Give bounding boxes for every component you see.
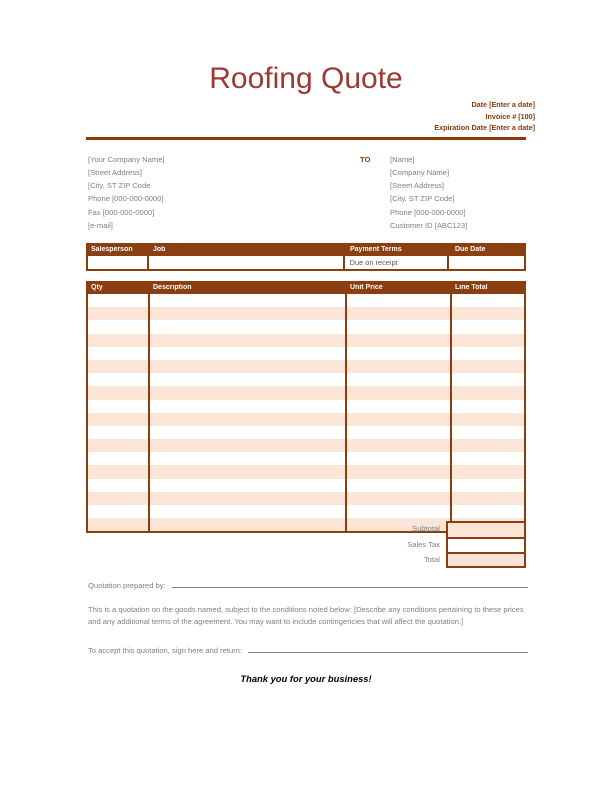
totals-label: Subtotal bbox=[412, 524, 440, 534]
item-cell-description[interactable] bbox=[150, 479, 347, 492]
table-row bbox=[88, 465, 524, 478]
item-cell-qty[interactable] bbox=[88, 347, 150, 360]
item-cell-description[interactable] bbox=[150, 373, 347, 386]
item-cell-line-total[interactable] bbox=[452, 439, 524, 452]
items-header-description: Description bbox=[153, 284, 192, 291]
recipient-address-line[interactable]: [Street Address] bbox=[390, 181, 445, 191]
quotation-accept-line bbox=[88, 646, 528, 655]
recipient-address-block bbox=[360, 153, 560, 232]
item-cell-line-total[interactable] bbox=[452, 386, 524, 399]
meta-invoice-value[interactable]: [100] bbox=[518, 111, 535, 121]
totals-row bbox=[330, 552, 526, 568]
item-cell-unit-price[interactable] bbox=[347, 465, 452, 478]
item-cell-unit-price[interactable] bbox=[347, 347, 452, 360]
table-row bbox=[88, 426, 524, 439]
sender-address-line[interactable]: [City, ST ZIP Code bbox=[88, 181, 151, 191]
table-row bbox=[88, 347, 524, 360]
recipient-address-line[interactable]: [Company Name] bbox=[390, 168, 450, 178]
meta-date-label: Date bbox=[471, 100, 488, 109]
sender-address-line[interactable]: [e-mail] bbox=[88, 220, 113, 230]
recipient-address-line[interactable]: [City, ST ZIP Code] bbox=[390, 194, 455, 204]
item-cell-qty[interactable] bbox=[88, 400, 150, 413]
table-row bbox=[88, 452, 524, 465]
item-cell-description[interactable] bbox=[150, 518, 347, 531]
item-cell-qty[interactable] bbox=[88, 518, 150, 531]
meta-date-value[interactable]: [Enter a date] bbox=[489, 100, 535, 109]
item-cell-description[interactable] bbox=[150, 452, 347, 465]
items-header-qty: Qty bbox=[91, 284, 103, 291]
page-title: Roofing Quote bbox=[209, 62, 403, 95]
recipient-to-label: TO bbox=[360, 155, 371, 164]
quote-meta-block bbox=[295, 99, 535, 134]
items-header-line-total: Line Total bbox=[455, 284, 488, 291]
item-cell-unit-price[interactable] bbox=[347, 386, 452, 399]
meta-invoice-line bbox=[295, 111, 535, 123]
item-cell-line-total[interactable] bbox=[452, 426, 524, 439]
quotation-terms-text: This is a quotation on the goods named, subject to the conditions noted below: [Describe any conditions pertaining to these prices and any additional terms of the agreement. You may want to include contingencies that will affect the quotation.] bbox=[88, 605, 524, 627]
totals-label: Sales Tax bbox=[407, 539, 440, 549]
item-cell-line-total[interactable] bbox=[452, 400, 524, 413]
totals-section bbox=[330, 521, 526, 568]
item-cell-description[interactable] bbox=[150, 505, 347, 518]
table-row bbox=[88, 492, 524, 505]
table-row bbox=[88, 307, 524, 320]
totals-value-field[interactable] bbox=[446, 552, 526, 568]
table-row bbox=[88, 334, 524, 347]
item-cell-description[interactable] bbox=[150, 307, 347, 320]
item-cell-line-total[interactable] bbox=[452, 505, 524, 518]
table-row bbox=[88, 320, 524, 333]
totals-value-field[interactable] bbox=[446, 521, 526, 537]
item-cell-unit-price[interactable] bbox=[347, 294, 452, 307]
item-cell-description[interactable] bbox=[150, 386, 347, 399]
item-cell-line-total[interactable] bbox=[452, 360, 524, 373]
quotation-prepared-by bbox=[88, 581, 528, 590]
info-header-salesperson: Salesperson bbox=[91, 246, 133, 253]
info-header-job: Job bbox=[153, 246, 166, 253]
table-row bbox=[88, 386, 524, 399]
item-cell-qty[interactable] bbox=[88, 492, 150, 505]
totals-row bbox=[330, 537, 526, 553]
salesperson-info-table bbox=[86, 243, 526, 271]
item-cell-qty[interactable] bbox=[88, 505, 150, 518]
accept-label: To accept this quotation, sign here and return: bbox=[88, 646, 243, 655]
item-cell-description[interactable] bbox=[150, 334, 347, 347]
item-cell-description[interactable] bbox=[150, 426, 347, 439]
table-row bbox=[88, 373, 524, 386]
thank-you-message: Thank you for your business! bbox=[240, 673, 372, 684]
items-table-header-row bbox=[86, 281, 526, 294]
item-cell-unit-price[interactable] bbox=[347, 492, 452, 505]
recipient-address-line[interactable]: [Name] bbox=[390, 155, 415, 164]
item-cell-description[interactable] bbox=[150, 413, 347, 426]
recipient-address-lines bbox=[390, 153, 560, 232]
table-row bbox=[88, 479, 524, 492]
table-row bbox=[88, 413, 524, 426]
meta-date-line bbox=[295, 99, 535, 111]
item-cell-qty[interactable] bbox=[88, 452, 150, 465]
item-cell-qty[interactable] bbox=[88, 307, 150, 320]
item-cell-description[interactable] bbox=[150, 347, 347, 360]
info-cell-payment-terms[interactable]: Due on receipt bbox=[345, 256, 449, 269]
item-cell-unit-price[interactable] bbox=[347, 360, 452, 373]
item-cell-qty[interactable] bbox=[88, 439, 150, 452]
item-cell-unit-price[interactable] bbox=[347, 334, 452, 347]
info-table-header-row bbox=[86, 243, 526, 256]
item-cell-line-total[interactable] bbox=[452, 373, 524, 386]
totals-value-field[interactable] bbox=[446, 537, 526, 553]
sender-address-line[interactable]: Fax [000-000-0000] bbox=[88, 207, 155, 217]
item-cell-unit-price[interactable] bbox=[347, 307, 452, 320]
item-cell-description[interactable] bbox=[150, 294, 347, 307]
table-row bbox=[88, 360, 524, 373]
item-cell-line-total[interactable] bbox=[452, 413, 524, 426]
prepared-by-signature-line[interactable] bbox=[172, 586, 528, 588]
item-cell-unit-price[interactable] bbox=[347, 373, 452, 386]
prepared-by-label: Quotation prepared by: bbox=[88, 581, 166, 590]
meta-invoice-label: Invoice # bbox=[485, 111, 517, 121]
table-row bbox=[88, 400, 524, 413]
sender-address-line[interactable]: [Your Company Name] bbox=[88, 155, 165, 164]
item-cell-line-total[interactable] bbox=[452, 479, 524, 492]
totals-label: Total bbox=[423, 555, 440, 565]
info-header-payment-terms: Payment Terms bbox=[350, 246, 402, 253]
item-cell-qty[interactable] bbox=[88, 413, 150, 426]
item-cell-unit-price[interactable] bbox=[347, 452, 452, 465]
item-cell-qty[interactable] bbox=[88, 426, 150, 439]
item-cell-description[interactable] bbox=[150, 360, 347, 373]
item-cell-line-total[interactable] bbox=[452, 452, 524, 465]
meta-expiration-line bbox=[295, 122, 535, 134]
item-cell-qty[interactable] bbox=[88, 294, 150, 307]
totals-row bbox=[330, 521, 526, 537]
item-cell-qty[interactable] bbox=[88, 360, 150, 373]
info-cell-salesperson[interactable] bbox=[88, 256, 149, 269]
header-divider-rule bbox=[86, 137, 526, 140]
item-cell-description[interactable] bbox=[150, 492, 347, 505]
item-cell-unit-price[interactable] bbox=[347, 439, 452, 452]
recipient-address-line[interactable]: Customer ID [ABC123] bbox=[390, 220, 468, 230]
info-header-due-date: Due Date bbox=[455, 246, 486, 253]
items-header-unit-price: Unit Price bbox=[350, 284, 383, 291]
item-cell-unit-price[interactable] bbox=[347, 505, 452, 518]
item-cell-line-total[interactable] bbox=[452, 492, 524, 505]
item-cell-description[interactable] bbox=[150, 320, 347, 333]
item-cell-line-total[interactable] bbox=[452, 347, 524, 360]
info-table-data-row bbox=[86, 256, 526, 271]
table-row bbox=[88, 505, 524, 518]
item-cell-description[interactable] bbox=[150, 400, 347, 413]
item-cell-unit-price[interactable] bbox=[347, 413, 452, 426]
item-cell-line-total[interactable] bbox=[452, 307, 524, 320]
info-cell-job[interactable] bbox=[149, 256, 344, 269]
item-cell-line-total[interactable] bbox=[452, 465, 524, 478]
sender-address-line[interactable]: Phone [000-000-0000] bbox=[88, 194, 164, 204]
item-cell-unit-price[interactable] bbox=[347, 400, 452, 413]
meta-expiration-label: Expiration Date bbox=[434, 123, 488, 133]
table-row bbox=[88, 294, 524, 307]
recipient-address-line[interactable]: Phone [000-000-0000] bbox=[390, 207, 466, 217]
meta-expiration-value[interactable]: [Enter a date] bbox=[489, 123, 535, 133]
item-cell-qty[interactable] bbox=[88, 373, 150, 386]
item-cell-qty[interactable] bbox=[88, 479, 150, 492]
table-row bbox=[88, 439, 524, 452]
item-cell-unit-price[interactable] bbox=[347, 426, 452, 439]
item-cell-unit-price[interactable] bbox=[347, 479, 452, 492]
sender-address-block bbox=[88, 153, 318, 232]
item-cell-line-total[interactable] bbox=[452, 320, 524, 333]
item-cell-description[interactable] bbox=[150, 465, 347, 478]
item-cell-qty[interactable] bbox=[88, 334, 150, 347]
item-cell-unit-price[interactable] bbox=[347, 320, 452, 333]
item-cell-line-total[interactable] bbox=[452, 334, 524, 347]
item-cell-qty[interactable] bbox=[88, 465, 150, 478]
info-cell-due-date[interactable] bbox=[449, 256, 524, 269]
item-cell-description[interactable] bbox=[150, 439, 347, 452]
item-cell-line-total[interactable] bbox=[452, 294, 524, 307]
sender-address-line[interactable]: [Street Address] bbox=[88, 168, 143, 178]
items-table-body bbox=[86, 294, 526, 533]
accept-signature-line[interactable] bbox=[248, 651, 528, 653]
line-items-table bbox=[86, 281, 526, 533]
item-cell-qty[interactable] bbox=[88, 320, 150, 333]
item-cell-qty[interactable] bbox=[88, 386, 150, 399]
